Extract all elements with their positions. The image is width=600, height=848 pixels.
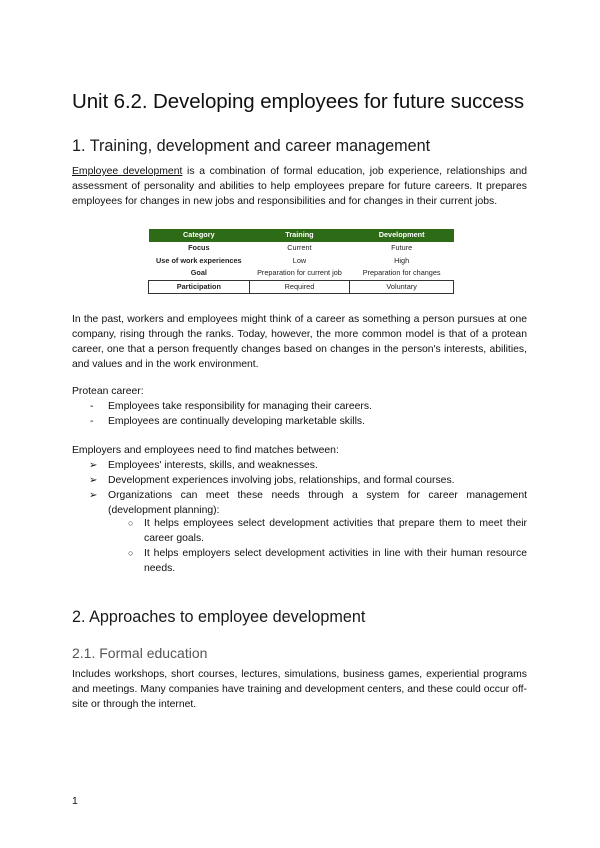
table-cell: Goal bbox=[190, 268, 207, 278]
table-cell: High bbox=[394, 255, 410, 265]
table-cell: Current bbox=[287, 243, 312, 253]
intro-paragraph bbox=[72, 164, 527, 209]
list-item bbox=[72, 488, 527, 518]
table-cell: Future bbox=[391, 243, 413, 253]
employee-development-term: Employee development bbox=[72, 166, 183, 177]
table-row bbox=[149, 255, 454, 268]
section-1-heading: 1. Training, development and career management bbox=[72, 137, 431, 155]
table-cell: Required bbox=[249, 280, 350, 294]
circle-bullet-icon: ○ bbox=[128, 548, 134, 558]
table-header-cell: Development bbox=[350, 229, 454, 242]
list-item-text: Organizations can meet these needs through a system for career management (development planning): bbox=[108, 490, 527, 516]
section-2-heading: 2. Approaches to employee development bbox=[72, 608, 366, 626]
list-item-text: Employees' interests, skills, and weaknesses. bbox=[108, 460, 318, 471]
table-header-row bbox=[149, 229, 454, 242]
list-item bbox=[72, 473, 527, 488]
list-item-text: Development experiences involving jobs, relationships, and formal courses. bbox=[108, 475, 455, 486]
subsection-2-1-heading: 2.1. Formal education bbox=[72, 645, 208, 661]
dash-bullet: - bbox=[90, 401, 94, 412]
list-item-text: It helps employees select development activities that prepare them to meet their career goals. bbox=[144, 518, 527, 544]
formal-education-paragraph: Includes workshops, short courses, lectures, simulations, business games, experiential programs and meetings. Many companies have training and development centers, and these could occur off-site or through the internet. bbox=[72, 669, 527, 710]
table-row bbox=[149, 242, 454, 255]
table-row bbox=[149, 280, 454, 294]
matches-list bbox=[72, 458, 527, 518]
table-cell: Focus bbox=[188, 243, 210, 253]
protean-career-label: Protean career: bbox=[72, 386, 144, 397]
table-row bbox=[149, 267, 454, 280]
list-item-text: It helps employers select development activities in line with their human resource needs. bbox=[144, 548, 527, 574]
list-item bbox=[72, 516, 527, 546]
protean-career-paragraph: In the past, workers and employees might think of a career as something a person pursues at one company, rising through the ranks. Today, however, the more common model is that of a protean career, one that a person frequently changes based on changes in the person's interests, abilities, and values and in the work environment. bbox=[72, 314, 527, 370]
intro-text: is a combination of formal education, job experience, relationships and assessment of personality and abilities to help employees prepare for future careers. It prepares employees for changes in new jobs and responsibilities and for changes in their current jobs. bbox=[72, 166, 528, 207]
table-cell: Use of work experiences bbox=[156, 255, 242, 265]
protean-career-list bbox=[72, 399, 527, 429]
table-cell: Preparation for changes bbox=[362, 268, 441, 278]
list-item bbox=[72, 399, 527, 414]
arrow-bullet-icon: ➢ bbox=[89, 475, 98, 486]
page-number: 1 bbox=[72, 796, 78, 807]
circle-bullet-icon: ○ bbox=[128, 518, 134, 528]
training-vs-development-table bbox=[148, 229, 454, 294]
table-cell: Preparation for current job bbox=[257, 268, 342, 278]
list-item-text: Employees are continually developing marketable skills. bbox=[108, 416, 366, 427]
list-item bbox=[72, 546, 527, 576]
arrow-bullet-icon: ➢ bbox=[89, 490, 98, 501]
career-management-sublist bbox=[72, 516, 527, 576]
matches-label: Employers and employees need to find matches between: bbox=[72, 445, 339, 456]
table-cell: Low bbox=[292, 255, 307, 265]
dash-bullet: - bbox=[90, 416, 94, 427]
arrow-bullet-icon: ➢ bbox=[89, 460, 98, 471]
table-header-cell: Category bbox=[149, 229, 250, 242]
list-item bbox=[72, 458, 527, 473]
list-item bbox=[72, 414, 527, 429]
table-cell: Participation bbox=[149, 280, 250, 294]
table-cell: Voluntary bbox=[350, 280, 454, 294]
list-item-text: Employees take responsibility for managing their careers. bbox=[108, 401, 372, 412]
table-header-cell: Training bbox=[249, 229, 350, 242]
page-title: Unit 6.2. Developing employees for future success bbox=[72, 90, 525, 113]
